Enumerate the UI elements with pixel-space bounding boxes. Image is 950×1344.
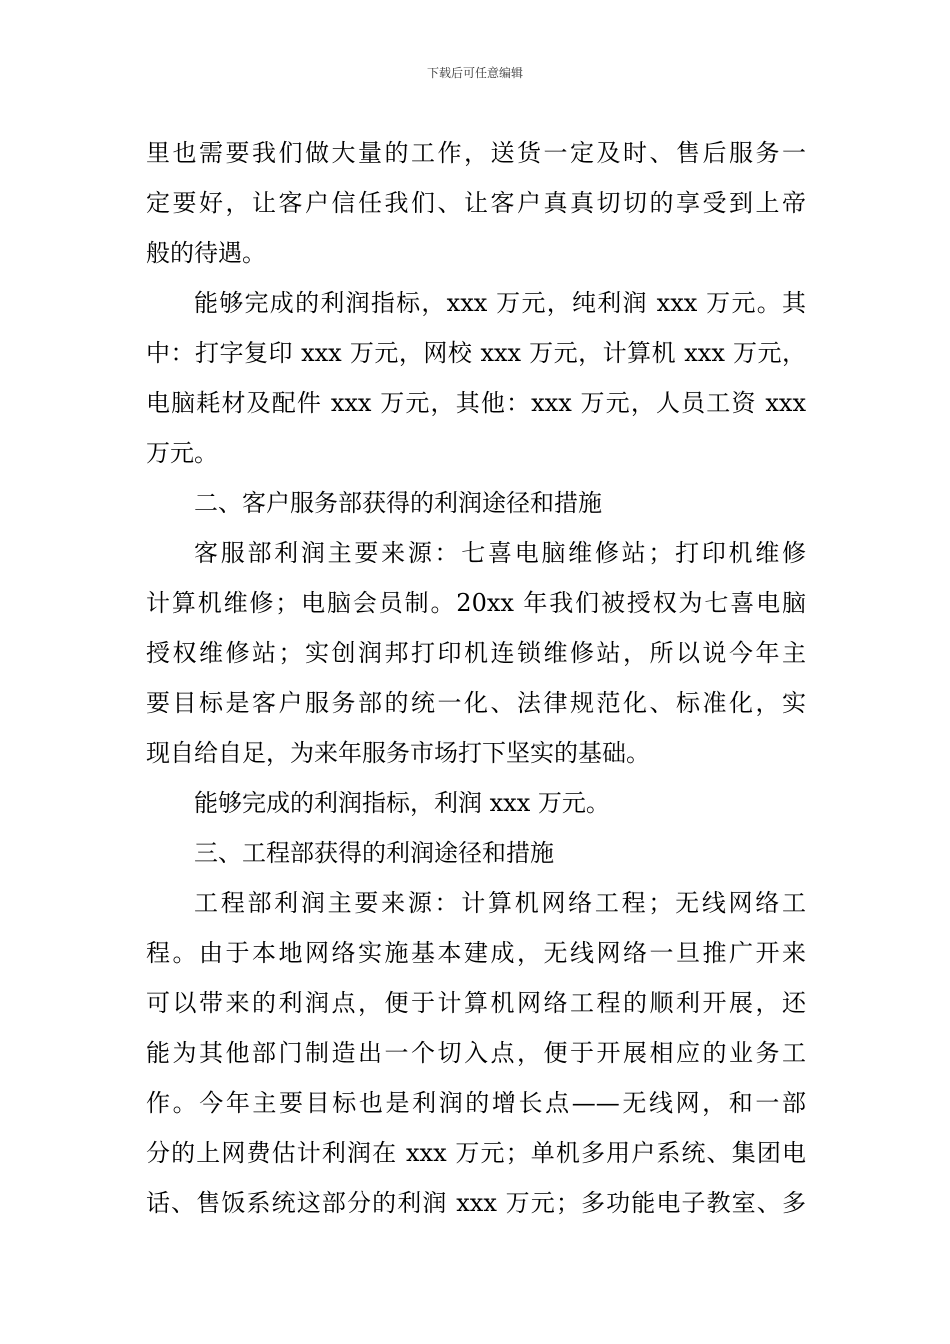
section-heading <box>146 828 806 878</box>
section-heading-text: 三、工程部获得的利润途径和措施 <box>194 839 554 867</box>
paragraph <box>146 528 806 778</box>
text-line: 能为其他部门制造出一个切入点，便于开展相应的业务工 <box>146 1039 806 1067</box>
text-line: 可以带来的利润点，便于计算机网络工程的顺利开展，还 <box>146 989 806 1017</box>
text-line: 电脑耗材及配件 xxx 万元，其他：xxx 万元，人员工资 xxx <box>146 389 806 417</box>
text-line: 现自给自足，为来年服务市场打下坚实的基础。 <box>146 739 650 767</box>
text-line: 客服部利润主要来源：七喜电脑维修站；打印机维修 <box>194 539 806 567</box>
text-line: 话、售饭系统这部分的利润 xxx 万元；多功能电子教室、多 <box>146 1189 806 1217</box>
page-header: 下载后可任意编辑 <box>426 66 523 80</box>
text-line: 里也需要我们做大量的工作，送货一定及时、售后服务一 <box>146 139 806 167</box>
text-line: 计算机维修；电脑会员制。20xx 年我们被授权为七喜电脑 <box>146 589 806 617</box>
paragraph <box>146 278 806 478</box>
section-heading <box>146 478 806 528</box>
text-line: 定要好，让客户信任我们、让客户真真切切的享受到上帝 <box>146 189 806 217</box>
text-line: 中：打字复印 xxx 万元，网校 xxx 万元，计算机 xxx 万元， <box>146 339 806 367</box>
text-line: 能够完成的利润指标，利润 xxx 万元。 <box>194 789 610 817</box>
text-line: 能够完成的利润指标，xxx 万元，纯利润 xxx 万元。其 <box>194 289 806 317</box>
document-body <box>146 128 806 1228</box>
text-line: 般的待遇。 <box>146 239 266 267</box>
text-line: 程。由于本地网络实施基本建成，无线网络一旦推广开来 <box>146 939 806 967</box>
text-line: 授权维修站；实创润邦打印机连锁维修站，所以说今年主 <box>146 639 806 667</box>
text-line: 万元。 <box>146 439 218 467</box>
text-line: 作。今年主要目标也是利润的增长点——无线网，和一部 <box>146 1089 806 1117</box>
section-heading-text: 二、客户服务部获得的利润途径和措施 <box>194 489 602 517</box>
text-line: 分的上网费估计利润在 xxx 万元；单机多用户系统、集团电 <box>146 1139 806 1167</box>
paragraph <box>146 878 806 1228</box>
paragraph <box>146 128 806 278</box>
text-line: 要目标是客户服务部的统一化、法律规范化、标准化，实 <box>146 689 806 717</box>
paragraph <box>146 778 806 828</box>
text-line: 工程部利润主要来源：计算机网络工程；无线网络工 <box>194 889 806 917</box>
